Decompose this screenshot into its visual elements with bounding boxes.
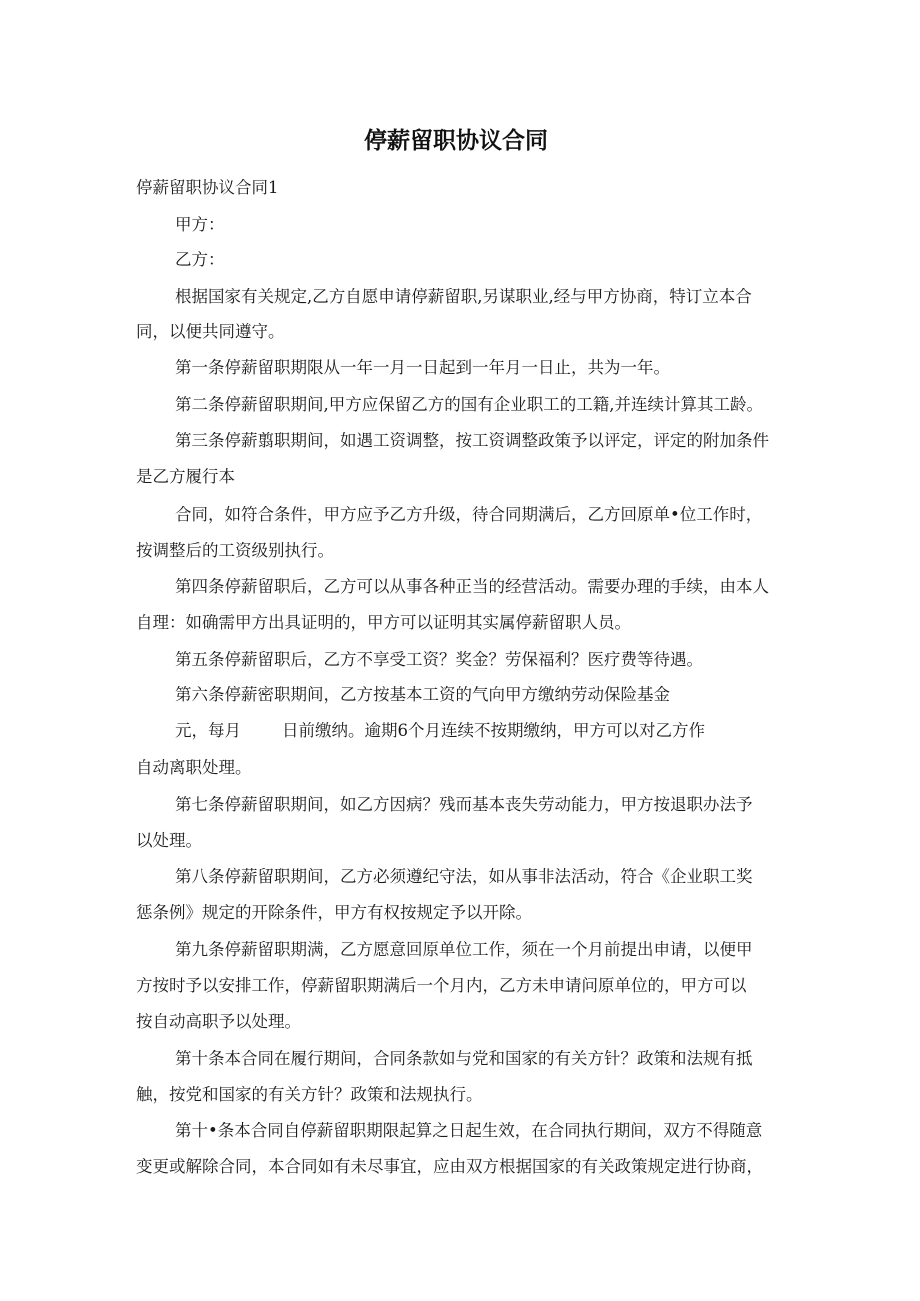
- article-7-line-1: 第七条停薪留职期间，如乙方因病？残而基本丧失劳动能力，甲方按退职办法予: [175, 795, 753, 814]
- article-1: 第一条停薪留职期限从一年一月一日起到一年月一日止，共为一年。: [175, 358, 670, 377]
- article-8-line-2: 惩条例》规定的开除条件，甲方有权按规定予以开除。: [136, 903, 532, 922]
- article-4-line-1: 第四条停薪留职后，乙方可以从事各种正当的经营活动。需要办理的手续，由本人: [175, 577, 769, 596]
- document-title: 停薪留职协议合同: [364, 128, 548, 154]
- article-8-line-1: 第八条停薪留职期间，乙方必须遵纪守法，如从事非法活动，符合《企业职工奖: [175, 867, 753, 886]
- article-9-line-2: 方按时予以安排工作，停薪留职期满后一个月内，乙方未申请问原单位的，甲方可以: [136, 976, 747, 995]
- article-9-line-1: 第九条停薪留职期满，乙方愿意回原单位工作，须在一个月前提出申请，以便甲: [175, 940, 753, 959]
- article-11-line-1: 第十•条本合同自停薪留职期限起算之日起生效，在合同执行期间，双方不得随意: [175, 1121, 763, 1140]
- article-3-line-3: 合同，如符合条件，甲方应予乙方升级，待合同期满后，乙方回原单•位工作时，: [175, 505, 763, 524]
- article-6-line-2a: 元，每月: [175, 721, 241, 740]
- article-2: 第二条停薪留职期间,甲方应保留乙方的国有企业职工的工籍,并连续计算其工龄。: [175, 395, 763, 414]
- article-4-line-2: 自理：如确需甲方出具证明的，甲方可以证明其实属停薪留职人员。: [136, 613, 631, 632]
- article-6-line-1: 第六条停薪密职期间，乙方按基本工资的气向甲方缴纳劳动保险基金: [175, 685, 670, 704]
- party-b-label: 乙方：: [175, 250, 225, 269]
- article-10-line-2: 触，按党和国家的有关方针？政策和法规执行。: [136, 1085, 483, 1104]
- article-5: 第五条停薪留职后，乙方不享受工资？奖金？劳保福利？医疗费等待遇。: [175, 650, 703, 669]
- article-11-line-2: 变更或解除合同，本合同如有未尽事宜，应由双方根据国家的有关政策规定进行协商，: [136, 1157, 763, 1176]
- article-3-line-1: 第三条停薪翦职期间，如遇工资调整，按工资调整政策予以评定，评定的附加条件: [175, 431, 769, 450]
- party-a-label: 甲方：: [175, 215, 225, 234]
- preamble-line-2: 同，以便共同遵守。: [136, 322, 285, 341]
- preamble-line-1: 根据国家有关规定,乙方自愿申请停薪留职,另谋职业,经与甲方协商，特订立本合: [175, 287, 752, 306]
- article-6-line-2b: 日前缴纳。逾期6个月连续不按期缴纳，甲方可以对乙方作: [282, 721, 705, 740]
- article-6-line-3: 自动离职处理。: [136, 758, 252, 777]
- contract-subtitle: 停薪留职协议合同1: [136, 178, 279, 197]
- article-3-line-2: 是乙方履行本: [136, 467, 235, 486]
- article-10-line-1: 第十条本合同在履行期间，合同条款如与党和国家的有关方针？政策和法规有抵: [175, 1049, 753, 1068]
- article-7-line-2: 以处理。: [136, 831, 202, 850]
- article-9-line-3: 按自动高职予以处理。: [136, 1012, 301, 1031]
- article-3-line-4: 按调整后的工资级别执行。: [136, 541, 334, 560]
